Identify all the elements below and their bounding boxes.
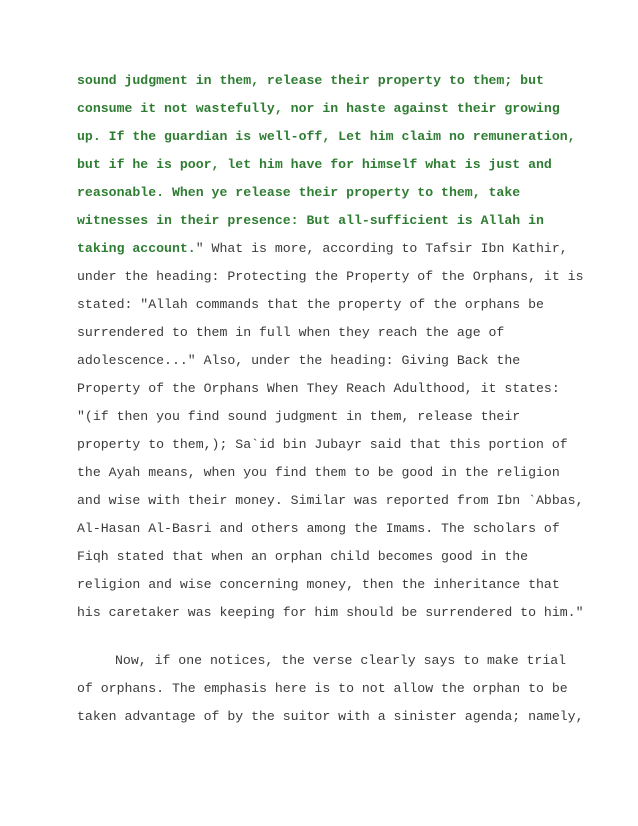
body-text: stated: "Allah commands that the property of the orphans be [77,297,544,312]
text-line-12 [77,381,617,397]
body-text: Now, if one notices, the verse clearly says to make trial [115,653,567,668]
body-text: Fiqh stated that when an orphan child becomes good in the [77,549,529,564]
quoted-verse-text: but if he is poor, let him have for himself what is just and [77,157,552,172]
body-text: taken advantage of by the suitor with a sinister agenda; namely, [77,709,584,724]
text-line-22 [77,681,617,697]
text-line-11 [77,353,617,369]
text-line-16 [77,493,617,509]
text-line-9 [77,297,617,313]
body-text: under the heading: Protecting the Property of the Orphans, it is [77,269,584,284]
text-line-10 [77,325,617,341]
body-text: of orphans. The emphasis here is to not allow the orphan to be [77,681,568,696]
text-line-6 [77,213,617,229]
text-line-23 [77,709,617,725]
text-line-8 [77,269,617,285]
text-line-3 [77,129,617,145]
body-text: property to them,); Sa`id bin Jubayr said that this portion of [77,437,568,452]
text-line-1 [77,73,617,89]
text-line-14 [77,437,617,453]
text-line-5 [77,185,617,201]
quoted-verse-text: witnesses in their presence: But all-sufficient is Allah in [77,213,544,228]
body-text: adolescence..." Also, under the heading: Giving Back the [77,353,521,368]
body-text: religion and wise concerning money, then the inheritance that [77,577,560,592]
text-line-7 [77,241,617,257]
body-text: surrendered to them in full when they reach the age of [77,325,505,340]
text-line-19 [77,577,617,593]
text-line-18 [77,549,617,565]
quoted-verse-text: consume it not wastefully, nor in haste against their growing [77,101,560,116]
body-text: "(if then you find sound judgment in them, release their [77,409,521,424]
text-line-2 [77,101,617,117]
quoted-verse-text: sound judgment in them, release their property to them; but [77,73,544,88]
text-line-20 [77,605,617,621]
body-text: the Ayah means, when you find them to be good in the religion [77,465,560,480]
body-text: Al-Hasan Al-Basri and others among the Imams. The scholars of [77,521,560,536]
text-line-21 [115,653,638,669]
quoted-verse-text: taking account. [77,241,196,256]
body-text: and wise with their money. Similar was reported from Ibn `Abbas, [77,493,584,508]
text-line-4 [77,157,617,173]
quoted-verse-text: up. If the guardian is well-off, Let him claim no remuneration, [77,129,576,144]
quoted-verse-text: reasonable. When ye release their property to them, take [77,185,521,200]
body-text: his caretaker was keeping for him should be surrendered to him." [77,605,584,620]
body-text: " What is more, according to Tafsir Ibn Kathir, [195,241,568,256]
text-line-17 [77,521,617,537]
text-line-13 [77,409,617,425]
body-text: Property of the Orphans When They Reach Adulthood, it states: [77,381,560,396]
text-line-15 [77,465,617,481]
